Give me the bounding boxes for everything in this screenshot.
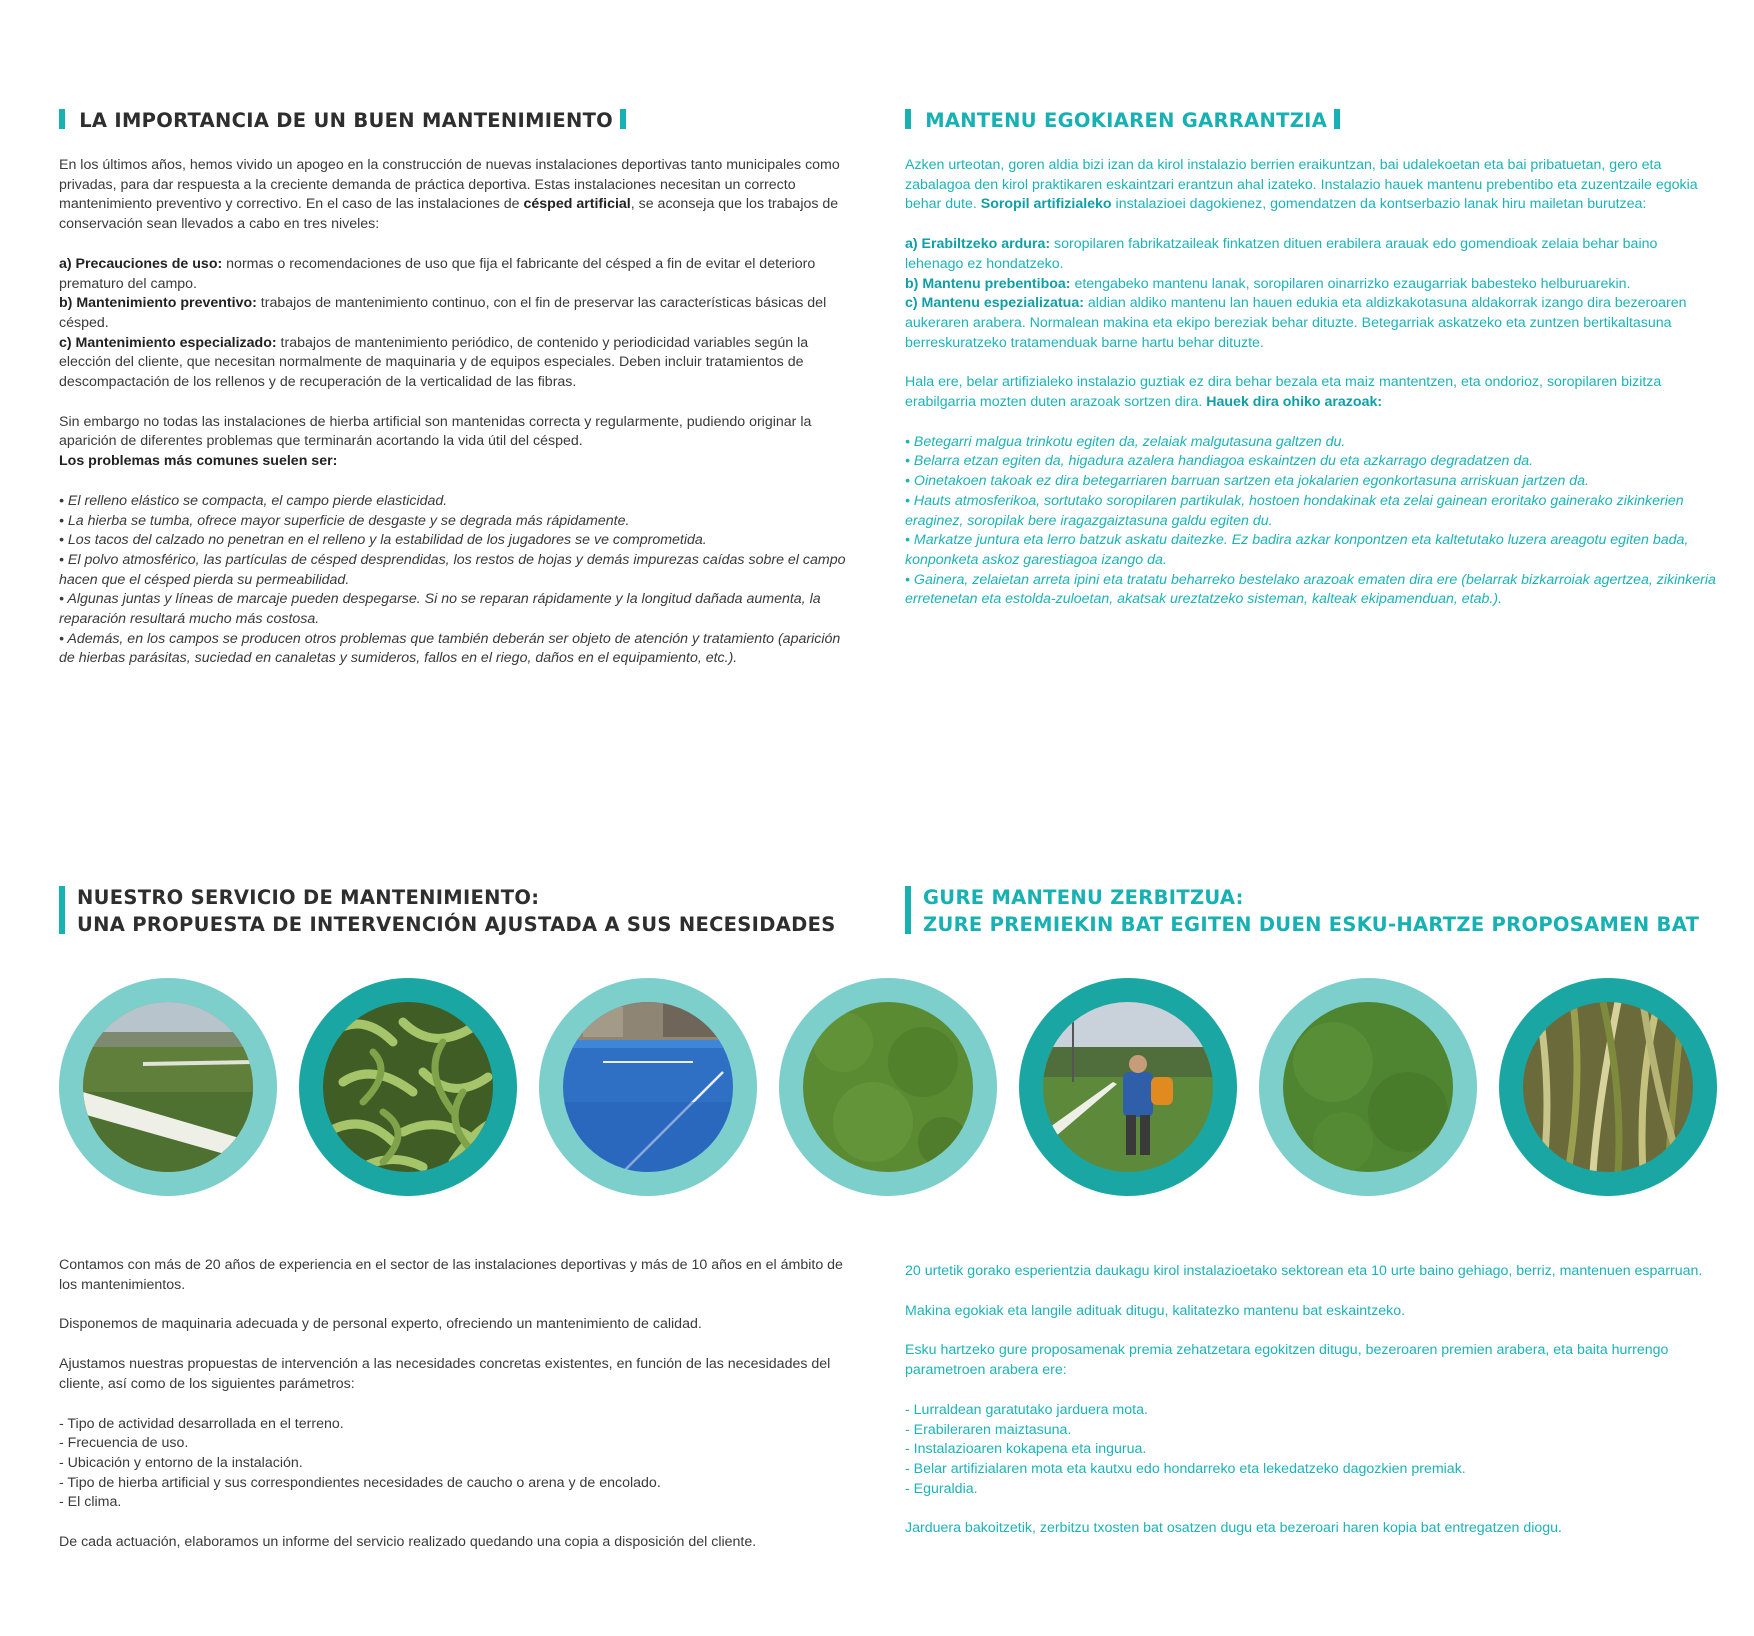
grass-fibers-image (323, 1002, 493, 1172)
list-item: • Oinetakoen takoak ez dira betegarriaren barruan sartzen eta jokalarien egonkortasuna arriskuan jartzen da. (905, 473, 1590, 490)
heading-bar (59, 886, 65, 934)
es-level-b: b) Mantenimiento preventivo: trabajos de mantenimiento continuo, con el fin de preservar las características básicas del césped. (59, 295, 827, 331)
grass-fibers-photo (299, 978, 517, 1196)
eu-service-p3: Esku hartzeko gure proposamenak premia zehatzetara egokitzen ditugu, bezeroaren premien arabera, eta baita hurrengo parametroen arabera ere: (905, 1342, 1669, 1379)
es-service-p4: De cada actuación, elaboramos un informe del servicio realizado quedando una copia a disposición del cliente. (59, 1534, 757, 1551)
eu-service-p1: 20 urtetik gorako esperientzia daukagu kirol instalazioetako sektorean eta 10 urte baino gehiago, berriz, mantenuen esparruan. (905, 1263, 1703, 1279)
list-item: - Instalazioaren kokapena eta ingurua. (905, 1441, 1147, 1458)
photo-strip (59, 978, 1719, 1198)
list-item: • Además, en los campos se producen otros problemas que también deberán ser objeto de atención y tratamiento (aparición de hierbas parásitas, suciedad en canaletas y sumideros, fallos en el riego, daños en el equipamiento, etc.). (59, 630, 841, 667)
es-params-list (59, 1415, 859, 1514)
heading-bar (620, 109, 626, 129)
es-service-title-1: NUESTRO SERVICIO DE MANTENIMIENTO: (77, 886, 540, 909)
list-item: • Hauts atmosferikoa, sortutako soropilaren partikulak, hostoen hondakinak eta zelai gainean eroritako gainerako zikinkerien eraginez, soropilak bere iragazgaiztasuna galdu egiten du. (905, 492, 1684, 529)
heading-bar (1334, 109, 1340, 129)
eu-intro-paragraph: Azken urteotan, goren aldia bizi izan da kirol instalazio berrien eraikuntzan, bai udalekoetan eta bai pribatuetan, gero eta zabalagoa den kirol praktikaren eskaintzari erantzun ahal izateko. Instalazio hauek mantenu prebentibo eta zuzentzaile egokia behar dute. Soropil artifizialeko instalazioei dagokienez, gomendatzen da kontserbazio lanak hiru mailetan burutzea: (905, 157, 1698, 213)
es-importance-body (59, 156, 859, 669)
eu-level-c: c) Mantenu espezializatua: aldian aldiko mantenu lan hauen edukia eta aldizkakotasuna aldakorrak izango dira bezeroaren aukeraren arabera. Normalean makina eta ekipo bereziak behar dituzte. Betegarriak askatzeko eta zuntzen bertikaltasuna berreskuratzeko tratamenduak barne hartu behar dituzte. (905, 295, 1687, 351)
list-item: • El relleno elástico se compacta, el campo pierde elasticidad. (59, 492, 448, 509)
eu-params-list (905, 1401, 1717, 1500)
grass-top-photo (779, 978, 997, 1196)
es-service-heading (77, 884, 836, 938)
list-item: - El clima. (59, 1494, 122, 1511)
worker-maintenance-image (1043, 1002, 1213, 1172)
eu-levels-list (905, 235, 1717, 353)
eu-service-title-1: GURE MANTENU ZERBITZUA: (923, 886, 1244, 909)
es-levels-list (59, 255, 859, 393)
worker-maintenance-photo (1019, 978, 1237, 1196)
list-item: • Gainera, zelaietan arreta ipini eta tratatu beharreko bestelako arazoak ematen dira ere (belarrak bizkarroiak agertzea, zikinkeria erretenetan eta estolda-zuloetan, akatsak ureztatzeko sisteman, kalteak ekipamenduan, etab.). (905, 571, 1716, 608)
heading-bar (905, 109, 911, 129)
list-item: - Tipo de hierba artificial y sus correspondientes necesidades de caucho o arena y de encolado. (59, 1474, 661, 1491)
es-level-c: c) Mantenimiento especializado: trabajos de mantenimiento periódico, de contenido y periodicidad variables según la elección del cliente, que necesitan normalmente de maquinaria y de equipos especiales. Deben incluir tratamientos de descompactación de los rellenos y de recuperación de la verticalidad de las fibras. (59, 334, 809, 391)
es-intro-paragraph: En los últimos años, hemos vivido un apogeo en la construcción de nuevas instalaciones deportivas tanto municipales como privadas, para dar respuesta a la creciente demanda de práctica deportiva. Estas instalaciones necesitan un correcto mantenimiento preventivo y correctivo. En el caso de las instalaciones de césped artificial, se aconseja que los trabajos de conservación sean llevados a cabo en tres niveles: (59, 157, 840, 233)
field-line-photo (59, 978, 277, 1196)
eu-however-paragraph: Hala ere, belar artifizialeko instalazio guztiak ez dira behar bezala eta maiz mantentzen, eta ondorioz, soropilaren bizitza erabilgarria mozten duten arazoak sortzen dira. Hauek dira ohiko arazoak: (905, 374, 1662, 411)
list-item: - Frecuencia de uso. (59, 1435, 189, 1452)
list-item: - Lurraldean garatutako jarduera mota. (905, 1401, 1148, 1418)
heading-bar (905, 886, 911, 934)
list-item: - Eguraldia. (905, 1480, 978, 1497)
list-item: • El polvo atmosférico, las partículas de césped desprendidas, los restos de hojas y demás impurezas caídas sobre el campo hacen que el césped pierda su permeabilidad. (59, 551, 846, 588)
es-however-paragraph: Sin embargo no todas las instalaciones de hierba artificial son mantenidas correcta y regularmente, pudiendo originar la aparición de diferentes problemas que terminarán acortando la vida útil del césped. (59, 413, 812, 450)
es-service-title-2: UNA PROPUESTA DE INTERVENCIÓN AJUSTADA A SUS NECESIDADES (77, 913, 836, 936)
eu-service-p4: Jarduera bakoitzetik, zerbitzu txosten bat osatzen dugu eta bezeroari haren kopia bat entregatzen diogu. (905, 1520, 1562, 1537)
eu-importance-body (905, 156, 1717, 610)
grass-blades-photo (1499, 978, 1717, 1196)
es-level-a: a) Precauciones de uso: normas o recomendaciones de uso que fija el fabricante del césped a fin de evitar el deterioro prematuro del campo. (59, 255, 816, 292)
eu-level-b: b) Mantenu prebentiboa: etengabeko mantenu lanak, soropilaren oinarrizko ezaugarriak babesteko helburuarekin. (905, 275, 1631, 292)
heading-bar (59, 109, 65, 129)
eu-level-a: a) Erabiltzeko ardura: soropilaren fabrikatzaileak finkatzen dituen erabilera arauak edo gomendioak zelaia behar baino lehenago ez hondatzeko. (905, 236, 1658, 272)
field-line-image (83, 1002, 253, 1172)
eu-service-title-2: ZURE PREMIEKIN BAT EGITEN DUEN ESKU-HARTZE PROPOSAMEN BAT (923, 913, 1700, 936)
grass-texture-image (1283, 1002, 1453, 1172)
grass-top-image (803, 1002, 973, 1172)
list-item: - Ubicación y entorno de la instalación. (59, 1454, 303, 1471)
blue-pitch-image (563, 1002, 733, 1172)
eu-problems-list (905, 433, 1717, 610)
list-item: • La hierba se tumba, ofrece mayor superficie de desgaste y se degrada más rápidamente. (59, 512, 630, 529)
list-item: • Belarra etzan egiten da, higadura azalera handiagoa eskaintzen du eta azkarrago degradatzen da. (905, 453, 1534, 470)
eu-service-heading (923, 884, 1699, 938)
es-service-p1: Contamos con más de 20 años de experiencia en el sector de las instalaciones deportivas y más de 10 años en el ámbito de los mantenimientos. (59, 1257, 843, 1293)
list-item: • Los tacos del calzado no penetran en el relleno y la estabilidad de los jugadores se ve comprometida. (59, 532, 707, 549)
es-importance-heading (59, 107, 626, 134)
eu-service-body (905, 1262, 1717, 1559)
blue-pitch-photo (539, 978, 757, 1196)
eu-service-p2: Makina egokiak eta langile adituak ditugu, kalitatezko mantenu bat eskaintzeko. (905, 1302, 1406, 1319)
es-service-p3: Ajustamos nuestras propuestas de intervención a las necesidades concretas existentes, en función de las necesidades del cliente, así como de los siguientes parámetros: (59, 1356, 831, 1392)
eu-importance-title: MANTENU EGOKIAREN GARRANTZIA (925, 109, 1328, 132)
list-item: • Markatze juntura eta lerro batzuk askatu daitezke. Ez badira azkar konpontzen eta kaltetutako luzera areagotu egiten bada, konponketa askoz garestiagoa izango da. (905, 532, 1689, 568)
list-item: • Algunas juntas y líneas de marcaje pueden despegarse. Si no se reparan rápidamente y la longitud dañada aumenta, la reparación resultará mucho más costosa. (59, 591, 821, 628)
es-service-p2: Disponemos de maquinaria adecuada y de personal experto, ofreciendo un mantenimiento de calidad. (59, 1316, 702, 1333)
list-item: • Betegarri malgua trinkotu egiten da, zelaiak malgutasuna galtzen du. (905, 433, 1346, 450)
es-service-body (59, 1256, 859, 1573)
list-item: - Tipo de actividad desarrollada en el terreno. (59, 1415, 344, 1432)
grass-blades-image (1523, 1002, 1693, 1172)
list-item: - Erabileraren maiztasuna. (905, 1421, 1072, 1438)
es-problems-list (59, 492, 859, 669)
es-importance-title: LA IMPORTANCIA DE UN BUEN MANTENIMIENTO (79, 109, 614, 132)
es-problems-title: Los problemas más comunes suelen ser: (59, 453, 338, 470)
eu-importance-heading (905, 107, 1340, 134)
grass-texture-photo (1259, 978, 1477, 1196)
list-item: - Belar artifizialaren mota eta kautxu edo hondarreko eta lekedatzeko dagozkien premiak. (905, 1460, 1466, 1477)
